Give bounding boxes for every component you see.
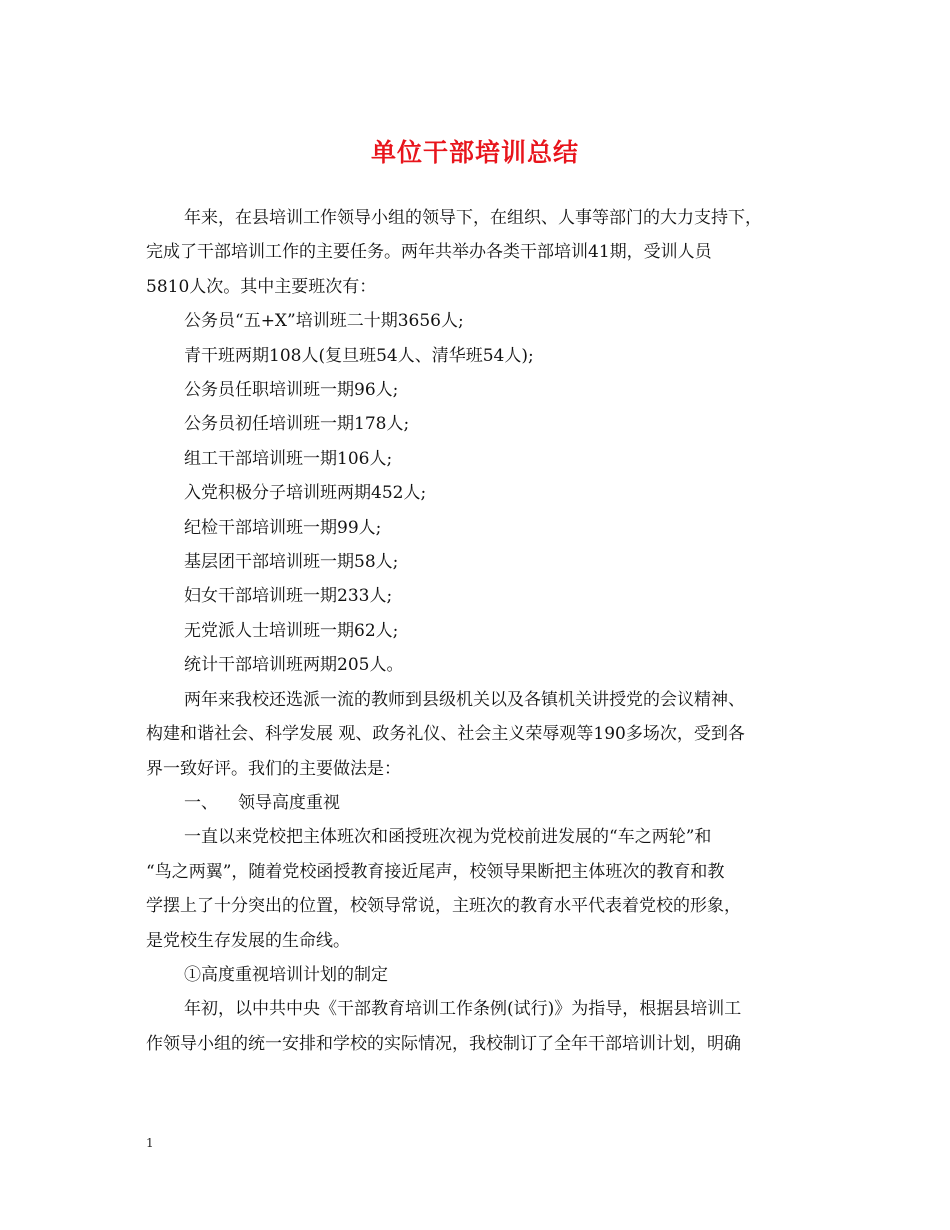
section-heading bbox=[146, 786, 811, 820]
text-line: 完成了干部培训工作的主要任务。两年共举办各类干部培训41期，受训人员 bbox=[146, 242, 712, 263]
class-list-item: 公务员任职培训班一期96人; bbox=[184, 380, 399, 401]
text-line: 年初，以中共中央《干部教育培训工作条例(试行)》为指导，根据县培训工 bbox=[184, 999, 742, 1020]
text-line: 学摆上了十分突出的位置，校领导常说，主班次的教育水平代表着党校的形象， bbox=[146, 896, 741, 917]
class-list bbox=[146, 304, 811, 682]
summary-paragraph bbox=[146, 683, 811, 786]
class-list-item: 公务员初任培训班一期178人; bbox=[184, 414, 410, 435]
text-line: 界一致好评。我们的主要做法是： bbox=[146, 758, 401, 779]
document-title: 单位干部培训总结 bbox=[370, 138, 579, 167]
class-list-item: 无党派人士培训班一期62人; bbox=[184, 620, 399, 641]
section-number: 一、 bbox=[184, 792, 218, 813]
intro-paragraph bbox=[146, 201, 811, 304]
class-list-item: 基层团干部培训班一期58人; bbox=[184, 552, 399, 573]
class-list-item: 妇女干部培训班一期233人; bbox=[184, 586, 393, 607]
class-list-item: 入党积极分子培训班两期452人; bbox=[184, 483, 427, 504]
class-list-item: 公务员“五+X”培训班二十期3656人; bbox=[184, 311, 464, 332]
subsection-paragraph bbox=[146, 992, 811, 1061]
text-line: 是党校生存发展的生命线。 bbox=[146, 930, 350, 951]
class-list-item: 纪检干部培训班一期99人; bbox=[184, 517, 382, 538]
subsection-heading: ①高度重视培训计划的制定 bbox=[184, 964, 388, 985]
text-line: 作领导小组的统一安排和学校的实际情况，我校制订了全年干部培训计划，明确 bbox=[146, 1033, 741, 1054]
text-line: 5810人次。其中主要班次有： bbox=[146, 276, 377, 297]
class-list-item: 统计干部培训班两期205人。 bbox=[184, 655, 404, 676]
text-line: “鸟之两翼”，随着党校函授教育接近尾声，校领导果断把主体班次的教育和教 bbox=[146, 861, 725, 882]
text-line: 一直以来党校把主体班次和函授班次视为党校前进发展的“车之两轮”和 bbox=[184, 827, 712, 848]
section-title: 领导高度重视 bbox=[238, 792, 340, 813]
class-list-item: 组工干部培训班一期106人; bbox=[184, 448, 393, 469]
document-body bbox=[146, 201, 811, 1061]
class-list-item: 青干班两期108人(复旦班54人、清华班54人); bbox=[184, 345, 534, 366]
section-paragraph bbox=[146, 820, 811, 958]
page-number: 1 bbox=[146, 1136, 154, 1150]
text-line: 年来，在县培训工作领导小组的领导下，在组织、人事等部门的大力支持下， bbox=[184, 208, 762, 228]
text-line: 两年来我校还选派一流的教师到县级机关以及各镇机关讲授党的会议精神、 bbox=[184, 689, 745, 710]
text-line: 构建和谐社会、科学发展 观、政务礼仪、社会主义荣辱观等190多场次，受到各 bbox=[146, 724, 745, 745]
